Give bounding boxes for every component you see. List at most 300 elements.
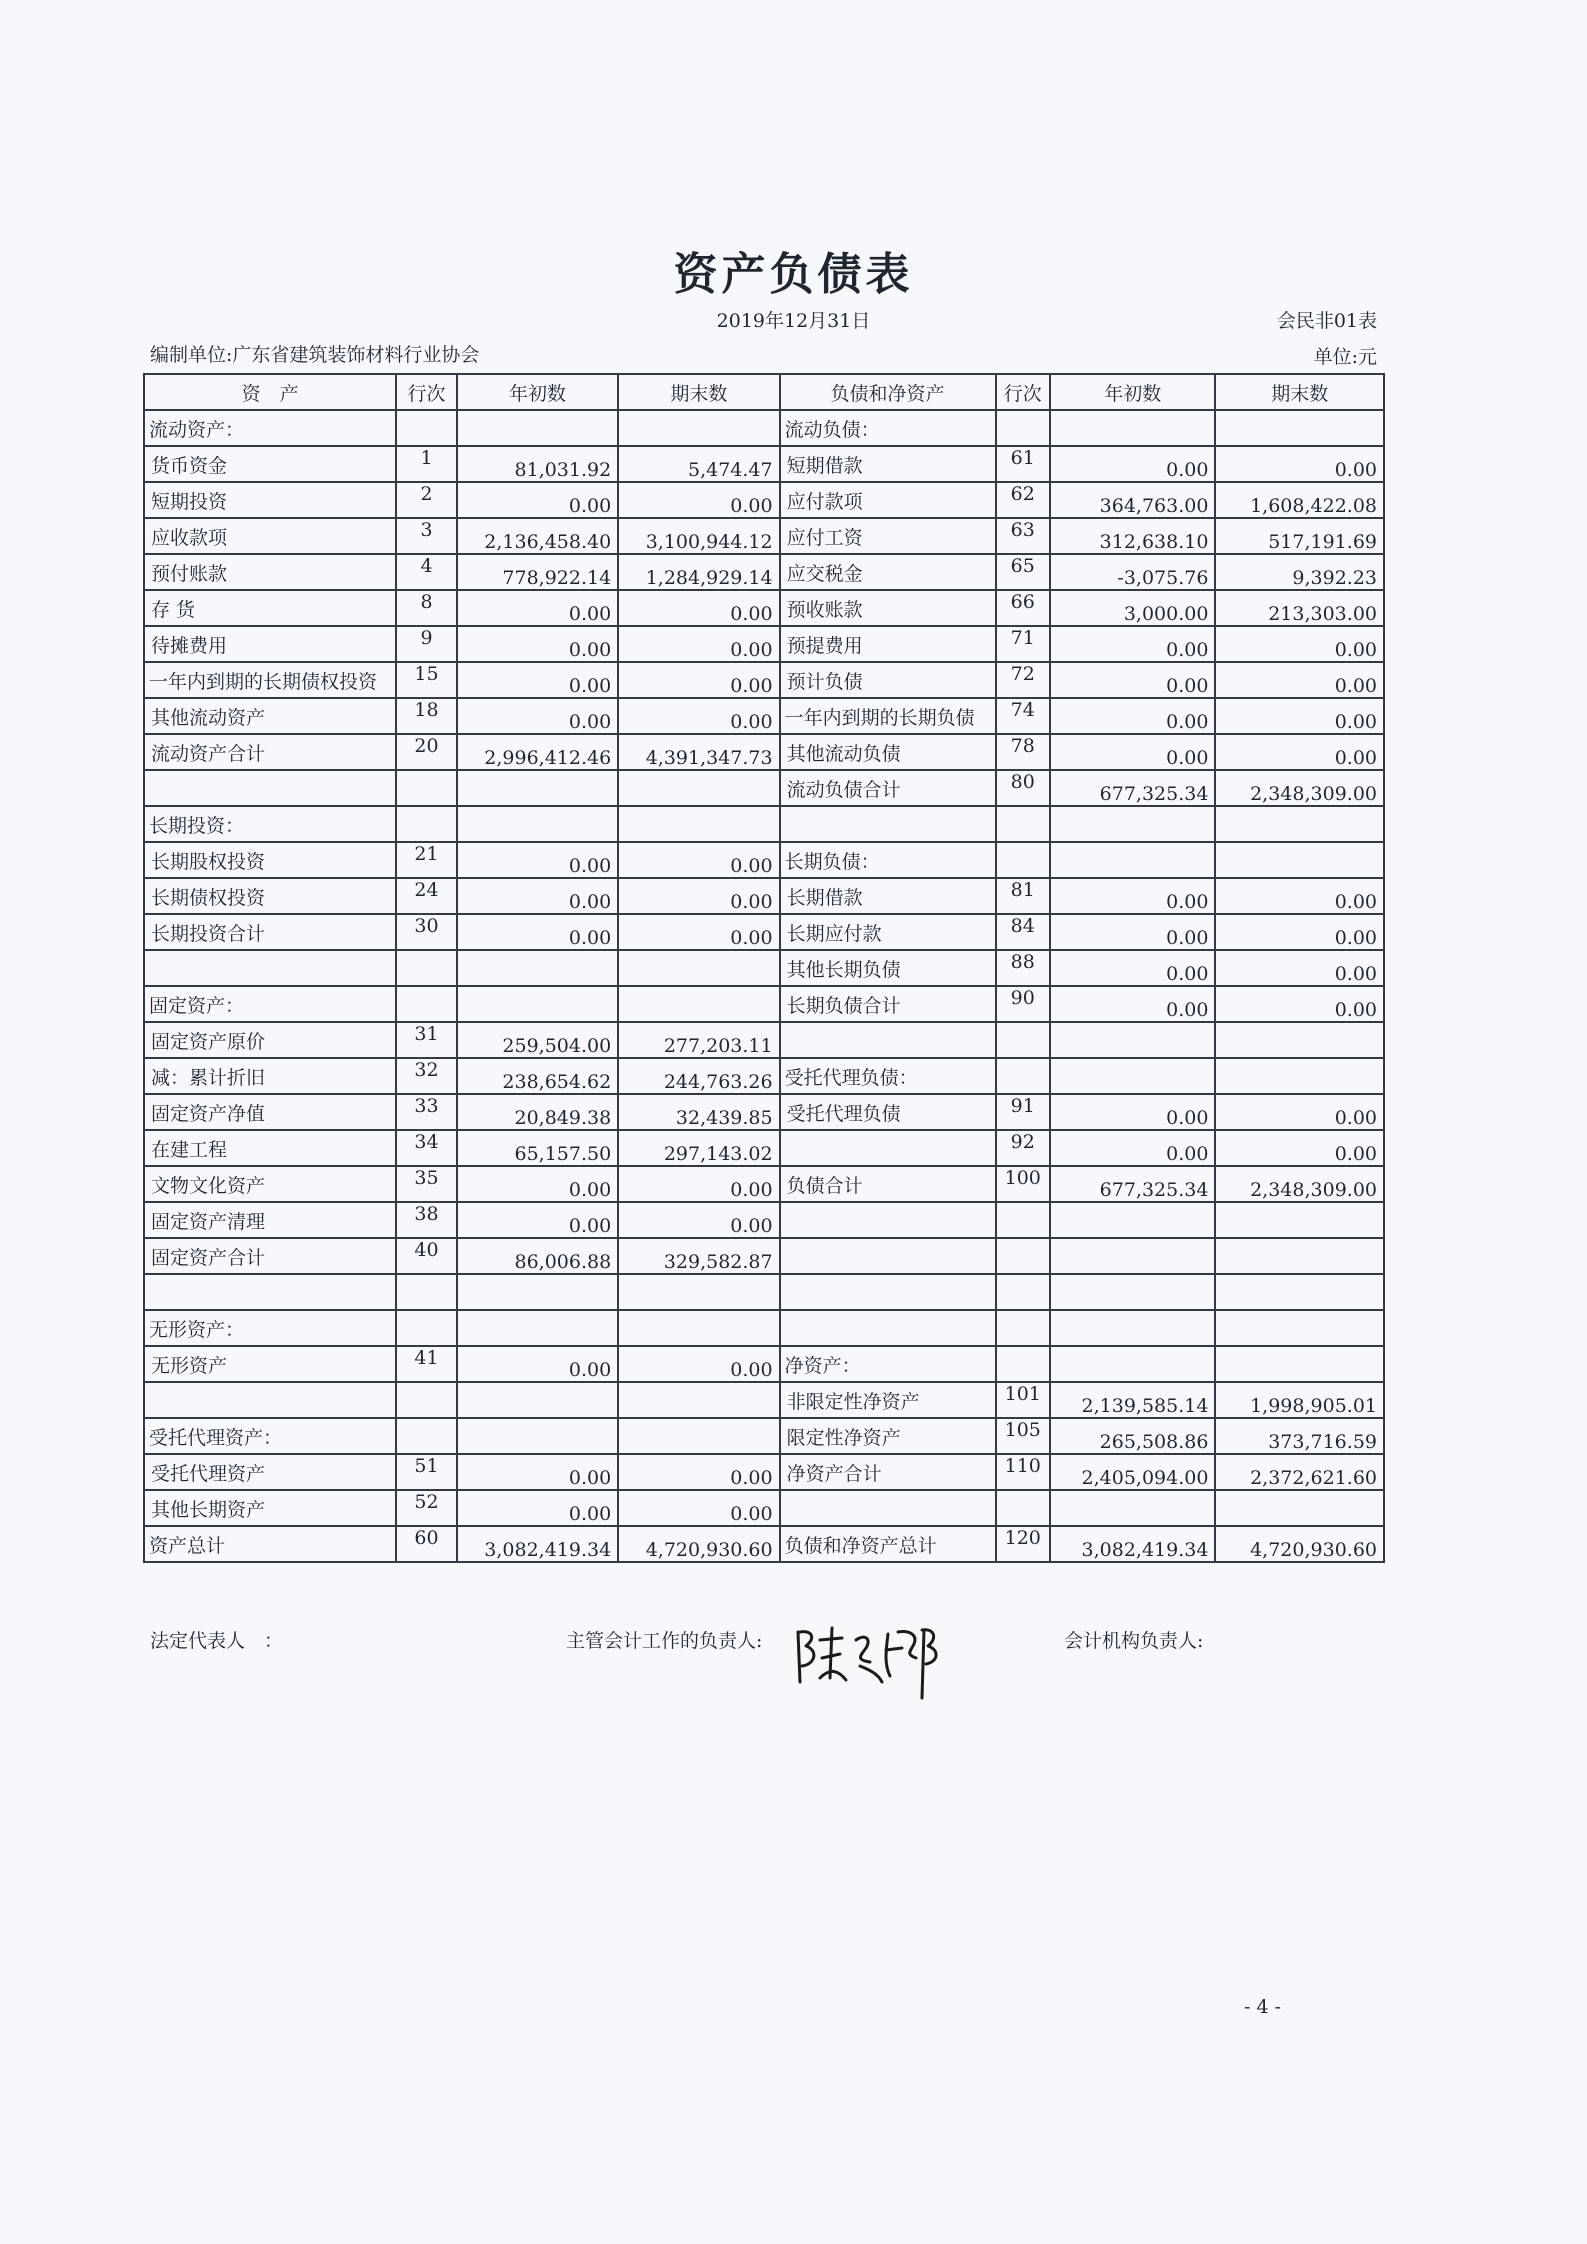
asset-closing: 0.00: [618, 914, 779, 950]
liability-line-no: 61: [996, 446, 1050, 482]
liability-item: [780, 1130, 996, 1166]
asset-opening: 0.00: [457, 590, 618, 626]
liability-opening: [1050, 1274, 1215, 1310]
table-row: [144, 770, 1384, 806]
liability-opening: [1050, 842, 1215, 878]
table-row: [144, 914, 1384, 950]
asset-closing: 0.00: [618, 1490, 779, 1526]
asset-line-no: [396, 410, 457, 446]
asset-item: 应收款项: [144, 518, 396, 554]
asset-item: 其他流动资产: [144, 698, 396, 734]
liability-item: 负债和净资产总计: [780, 1526, 996, 1562]
asset-closing: 0.00: [618, 1166, 779, 1202]
liability-item: 预收账款: [780, 590, 996, 626]
liability-item: [780, 1490, 996, 1526]
table-row: [144, 446, 1384, 482]
asset-line-no: 20: [396, 734, 457, 770]
asset-opening: 238,654.62: [457, 1058, 618, 1094]
liability-opening: [1050, 806, 1215, 842]
asset-closing: 4,391,347.73: [618, 734, 779, 770]
liability-item: 应付款项: [780, 482, 996, 518]
asset-closing: 32,439.85: [618, 1094, 779, 1130]
liability-closing: [1215, 1238, 1384, 1274]
liability-opening: [1050, 410, 1215, 446]
asset-line-no: [396, 1418, 457, 1454]
asset-closing: 329,582.87: [618, 1238, 779, 1274]
asset-item: 长期投资合计: [144, 914, 396, 950]
asset-item: 无形资产: [144, 1346, 396, 1382]
liability-item: [780, 806, 996, 842]
table-row: [144, 950, 1384, 986]
liability-closing: 0.00: [1215, 734, 1384, 770]
asset-opening: [457, 1310, 618, 1346]
asset-closing: [618, 410, 779, 446]
asset-item: 长期债权投资: [144, 878, 396, 914]
liability-line-no: 90: [996, 986, 1050, 1022]
liability-opening: 0.00: [1050, 698, 1215, 734]
asset-closing: [618, 986, 779, 1022]
header-assets: 资 产: [144, 374, 396, 410]
asset-item: 存 货: [144, 590, 396, 626]
liability-line-no: [996, 1238, 1050, 1274]
liability-closing: 0.00: [1215, 446, 1384, 482]
liability-opening: 677,325.34: [1050, 1166, 1215, 1202]
asset-item: 流动资产：: [144, 410, 396, 446]
asset-item: 其他长期资产: [144, 1490, 396, 1526]
liability-item: 长期应付款: [780, 914, 996, 950]
table-row: [144, 1166, 1384, 1202]
liability-item: 非限定性净资产: [780, 1382, 996, 1418]
liability-closing: 0.00: [1215, 698, 1384, 734]
table-row: [144, 1454, 1384, 1490]
liability-opening: 0.00: [1050, 626, 1215, 662]
header-line-no-right: 行次: [996, 374, 1050, 410]
liability-opening: -3,075.76: [1050, 554, 1215, 590]
asset-line-no: 52: [396, 1490, 457, 1526]
liability-line-no: 91: [996, 1094, 1050, 1130]
asset-item: 固定资产合计: [144, 1238, 396, 1274]
liability-opening: [1050, 1310, 1215, 1346]
liability-line-no: [996, 1274, 1050, 1310]
liability-opening: 0.00: [1050, 878, 1215, 914]
liability-closing: 0.00: [1215, 878, 1384, 914]
asset-opening: 20,849.38: [457, 1094, 618, 1130]
liability-item: 预计负债: [780, 662, 996, 698]
table-row: [144, 698, 1384, 734]
asset-opening: 0.00: [457, 842, 618, 878]
asset-line-no: 2: [396, 482, 457, 518]
asset-line-no: 40: [396, 1238, 457, 1274]
asset-closing: 0.00: [618, 842, 779, 878]
liability-item: 流动负债合计: [780, 770, 996, 806]
liability-item: [780, 1022, 996, 1058]
balance-sheet-table: [143, 373, 1385, 1563]
liability-opening: 2,405,094.00: [1050, 1454, 1215, 1490]
asset-line-no: [396, 1274, 457, 1310]
asset-opening: 778,922.14: [457, 554, 618, 590]
asset-closing: [618, 806, 779, 842]
liability-closing: 0.00: [1215, 1130, 1384, 1166]
page-number: - 4 -: [1244, 1996, 1282, 2018]
handwritten-signature: [790, 1620, 960, 1700]
asset-closing: 277,203.11: [618, 1022, 779, 1058]
liability-line-no: 92: [996, 1130, 1050, 1166]
table-row: [144, 1490, 1384, 1526]
asset-line-no: 51: [396, 1454, 457, 1490]
accounting-dept-head-label: 会计机构负责人:: [1064, 1630, 1204, 1652]
asset-item: 短期投资: [144, 482, 396, 518]
asset-item: 资产总计: [144, 1526, 396, 1562]
asset-closing: 244,763.26: [618, 1058, 779, 1094]
asset-item: [144, 1274, 396, 1310]
asset-closing: 0.00: [618, 878, 779, 914]
asset-item: 在建工程: [144, 1130, 396, 1166]
liability-item: 其他流动负债: [780, 734, 996, 770]
asset-item: 货币资金: [144, 446, 396, 482]
liability-line-no: 81: [996, 878, 1050, 914]
table-row: [144, 1346, 1384, 1382]
liability-item: 受托代理负债：: [780, 1058, 996, 1094]
asset-line-no: [396, 806, 457, 842]
liability-line-no: [996, 1058, 1050, 1094]
asset-closing: 5,474.47: [618, 446, 779, 482]
asset-opening: [457, 806, 618, 842]
asset-line-no: 31: [396, 1022, 457, 1058]
asset-closing: 0.00: [618, 590, 779, 626]
asset-item: 流动资产合计: [144, 734, 396, 770]
liability-opening: [1050, 1022, 1215, 1058]
liability-item: 长期借款: [780, 878, 996, 914]
asset-item: 减：累计折旧: [144, 1058, 396, 1094]
liability-line-no: [996, 1490, 1050, 1526]
liability-closing: [1215, 1274, 1384, 1310]
table-row: [144, 1310, 1384, 1346]
asset-opening: [457, 986, 618, 1022]
liability-line-no: 74: [996, 698, 1050, 734]
liability-item: 应付工资: [780, 518, 996, 554]
asset-opening: [457, 1274, 618, 1310]
liability-closing: 1,608,422.08: [1215, 482, 1384, 518]
table-row: [144, 1382, 1384, 1418]
liability-opening: 2,139,585.14: [1050, 1382, 1215, 1418]
asset-closing: 0.00: [618, 626, 779, 662]
asset-item: 文物文化资产: [144, 1166, 396, 1202]
legal-representative-label: 法定代表人 ：: [150, 1630, 284, 1652]
asset-closing: [618, 770, 779, 806]
liability-opening: [1050, 1202, 1215, 1238]
asset-closing: 0.00: [618, 1346, 779, 1382]
asset-item: 固定资产原价: [144, 1022, 396, 1058]
table-row: [144, 410, 1384, 446]
liability-item: 一年内到期的长期负债: [780, 698, 996, 734]
table-row: [144, 1130, 1384, 1166]
asset-opening: 2,996,412.46: [457, 734, 618, 770]
liability-closing: 0.00: [1215, 662, 1384, 698]
liability-opening: 3,000.00: [1050, 590, 1215, 626]
liability-line-no: 105: [996, 1418, 1050, 1454]
table-row: [144, 482, 1384, 518]
liability-line-no: 120: [996, 1526, 1050, 1562]
liability-opening: 265,508.86: [1050, 1418, 1215, 1454]
liability-closing: [1215, 410, 1384, 446]
asset-line-no: 21: [396, 842, 457, 878]
asset-opening: 0.00: [457, 1454, 618, 1490]
liability-closing: [1215, 1490, 1384, 1526]
liability-item: 净资产合计: [780, 1454, 996, 1490]
table-row: [144, 1274, 1384, 1310]
header-opening-balance-right: 年初数: [1050, 374, 1215, 410]
asset-closing: 3,100,944.12: [618, 518, 779, 554]
currency-unit: 单位:元: [1313, 346, 1377, 368]
asset-closing: [618, 950, 779, 986]
liability-closing: 0.00: [1215, 986, 1384, 1022]
liability-line-no: 100: [996, 1166, 1050, 1202]
liability-closing: 9,392.23: [1215, 554, 1384, 590]
asset-opening: 259,504.00: [457, 1022, 618, 1058]
table-row: [144, 1094, 1384, 1130]
liability-item: [780, 1274, 996, 1310]
asset-line-no: 1: [396, 446, 457, 482]
asset-line-no: 15: [396, 662, 457, 698]
asset-line-no: 24: [396, 878, 457, 914]
liability-closing: [1215, 1058, 1384, 1094]
liability-closing: 517,191.69: [1215, 518, 1384, 554]
liability-line-no: 63: [996, 518, 1050, 554]
liability-line-no: [996, 1310, 1050, 1346]
asset-closing: 0.00: [618, 1454, 779, 1490]
liability-opening: 677,325.34: [1050, 770, 1215, 806]
asset-item: 无形资产：: [144, 1310, 396, 1346]
asset-closing: [618, 1382, 779, 1418]
liability-opening: 0.00: [1050, 986, 1215, 1022]
asset-opening: 0.00: [457, 662, 618, 698]
asset-line-no: [396, 986, 457, 1022]
header-closing-balance-right: 期末数: [1215, 374, 1384, 410]
liability-closing: 0.00: [1215, 626, 1384, 662]
asset-closing: 4,720,930.60: [618, 1526, 779, 1562]
table-row: [144, 590, 1384, 626]
liability-line-no: 80: [996, 770, 1050, 806]
liability-closing: [1215, 1202, 1384, 1238]
asset-closing: 0.00: [618, 482, 779, 518]
asset-opening: 0.00: [457, 482, 618, 518]
asset-opening: [457, 950, 618, 986]
asset-closing: 0.00: [618, 662, 779, 698]
liability-closing: [1215, 1346, 1384, 1382]
form-number: 会民非01表: [1276, 310, 1377, 332]
table-row: [144, 1238, 1384, 1274]
table-row: [144, 1526, 1384, 1562]
liability-opening: 312,638.10: [1050, 518, 1215, 554]
liability-closing: 4,720,930.60: [1215, 1526, 1384, 1562]
asset-line-no: [396, 770, 457, 806]
asset-opening: 0.00: [457, 1202, 618, 1238]
organization: 编制单位:广东省建筑装饰材料行业协会: [150, 344, 480, 366]
header-line-no: 行次: [396, 374, 457, 410]
liability-opening: 0.00: [1050, 914, 1215, 950]
liability-line-no: [996, 806, 1050, 842]
asset-opening: [457, 770, 618, 806]
asset-item: 固定资产净值: [144, 1094, 396, 1130]
header-liabilities-equity: 负债和净资产: [780, 374, 996, 410]
liability-opening: [1050, 1490, 1215, 1526]
liability-closing: 2,348,309.00: [1215, 770, 1384, 806]
liability-closing: 0.00: [1215, 950, 1384, 986]
liability-closing: [1215, 842, 1384, 878]
liability-opening: 0.00: [1050, 1130, 1215, 1166]
asset-opening: 86,006.88: [457, 1238, 618, 1274]
asset-line-no: 38: [396, 1202, 457, 1238]
liability-closing: [1215, 1310, 1384, 1346]
asset-line-no: 18: [396, 698, 457, 734]
liability-opening: 0.00: [1050, 950, 1215, 986]
liability-line-no: 71: [996, 626, 1050, 662]
header-opening-balance: 年初数: [457, 374, 618, 410]
liability-item: 其他长期负债: [780, 950, 996, 986]
liability-closing: 0.00: [1215, 914, 1384, 950]
liability-line-no: [996, 842, 1050, 878]
liability-opening: 0.00: [1050, 1094, 1215, 1130]
table-header-row: [144, 374, 1384, 410]
liability-item: 长期负债：: [780, 842, 996, 878]
liability-opening: 3,082,419.34: [1050, 1526, 1215, 1562]
liability-line-no: 110: [996, 1454, 1050, 1490]
asset-item: 预付账款: [144, 554, 396, 590]
liability-opening: [1050, 1238, 1215, 1274]
liability-item: 短期借款: [780, 446, 996, 482]
report-date: 2019年12月31日: [716, 310, 871, 332]
liability-opening: 0.00: [1050, 734, 1215, 770]
liability-opening: 0.00: [1050, 662, 1215, 698]
asset-opening: 0.00: [457, 1166, 618, 1202]
liability-opening: [1050, 1346, 1215, 1382]
table-row: [144, 1418, 1384, 1454]
document-title: 资产负债表: [673, 249, 914, 300]
asset-line-no: 3: [396, 518, 457, 554]
asset-line-no: 41: [396, 1346, 457, 1382]
liability-item: 流动负债：: [780, 410, 996, 446]
liability-item: [780, 1238, 996, 1274]
asset-line-no: 35: [396, 1166, 457, 1202]
table-row: [144, 842, 1384, 878]
asset-opening: 0.00: [457, 1490, 618, 1526]
table-row: [144, 734, 1384, 770]
liability-opening: 0.00: [1050, 446, 1215, 482]
liability-item: 预提费用: [780, 626, 996, 662]
liability-closing: 1,998,905.01: [1215, 1382, 1384, 1418]
asset-line-no: 32: [396, 1058, 457, 1094]
liability-line-no: 88: [996, 950, 1050, 986]
header-closing-balance: 期末数: [618, 374, 779, 410]
liability-item: 限定性净资产: [780, 1418, 996, 1454]
table-row: [144, 1058, 1384, 1094]
asset-item: 长期股权投资: [144, 842, 396, 878]
asset-closing: 0.00: [618, 698, 779, 734]
asset-closing: [618, 1274, 779, 1310]
table-row: [144, 1202, 1384, 1238]
asset-item: 一年内到期的长期债权投资: [144, 662, 396, 698]
table-row: [144, 1022, 1384, 1058]
liability-line-no: 84: [996, 914, 1050, 950]
liability-opening: 364,763.00: [1050, 482, 1215, 518]
liability-opening: [1050, 1058, 1215, 1094]
asset-closing: 297,143.02: [618, 1130, 779, 1166]
liability-item: 受托代理负债: [780, 1094, 996, 1130]
liability-line-no: [996, 1202, 1050, 1238]
liability-closing: 373,716.59: [1215, 1418, 1384, 1454]
asset-line-no: 30: [396, 914, 457, 950]
liability-line-no: 62: [996, 482, 1050, 518]
asset-opening: 0.00: [457, 914, 618, 950]
asset-item: 固定资产：: [144, 986, 396, 1022]
liability-item: [780, 1310, 996, 1346]
asset-line-no: 34: [396, 1130, 457, 1166]
asset-opening: 3,082,419.34: [457, 1526, 618, 1562]
liability-item: 净资产：: [780, 1346, 996, 1382]
liability-item: 长期负债合计: [780, 986, 996, 1022]
asset-opening: 0.00: [457, 878, 618, 914]
asset-opening: [457, 1418, 618, 1454]
asset-item: [144, 1382, 396, 1418]
asset-line-no: [396, 1310, 457, 1346]
asset-item: [144, 950, 396, 986]
asset-closing: 1,284,929.14: [618, 554, 779, 590]
asset-closing: [618, 1418, 779, 1454]
asset-item: 固定资产清理: [144, 1202, 396, 1238]
asset-opening: 65,157.50: [457, 1130, 618, 1166]
asset-opening: 0.00: [457, 1346, 618, 1382]
table-body: [144, 410, 1384, 1562]
liability-line-no: 101: [996, 1382, 1050, 1418]
asset-closing: [618, 1310, 779, 1346]
liability-item: 负债合计: [780, 1166, 996, 1202]
liability-line-no: [996, 410, 1050, 446]
table-row: [144, 554, 1384, 590]
table-row: [144, 662, 1384, 698]
liability-closing: 213,303.00: [1215, 590, 1384, 626]
asset-item: 受托代理资产：: [144, 1418, 396, 1454]
asset-opening: 81,031.92: [457, 446, 618, 482]
table-row: [144, 878, 1384, 914]
liability-line-no: 66: [996, 590, 1050, 626]
liability-closing: [1215, 1022, 1384, 1058]
table-row: [144, 518, 1384, 554]
asset-line-no: 9: [396, 626, 457, 662]
asset-line-no: 4: [396, 554, 457, 590]
asset-opening: 0.00: [457, 698, 618, 734]
asset-closing: 0.00: [618, 1202, 779, 1238]
liability-item: [780, 1202, 996, 1238]
asset-line-no: [396, 950, 457, 986]
liability-closing: 0.00: [1215, 1094, 1384, 1130]
liability-line-no: 72: [996, 662, 1050, 698]
asset-item: 长期投资：: [144, 806, 396, 842]
asset-line-no: 60: [396, 1526, 457, 1562]
table-row: [144, 626, 1384, 662]
table-row: [144, 986, 1384, 1022]
asset-opening: 0.00: [457, 626, 618, 662]
liability-closing: 2,372,621.60: [1215, 1454, 1384, 1490]
table-row: [144, 806, 1384, 842]
asset-line-no: 8: [396, 590, 457, 626]
liability-line-no: 65: [996, 554, 1050, 590]
asset-line-no: [396, 1382, 457, 1418]
asset-opening: [457, 410, 618, 446]
liability-item: 应交税金: [780, 554, 996, 590]
liability-closing: [1215, 806, 1384, 842]
liability-line-no: [996, 1346, 1050, 1382]
liability-line-no: [996, 1022, 1050, 1058]
